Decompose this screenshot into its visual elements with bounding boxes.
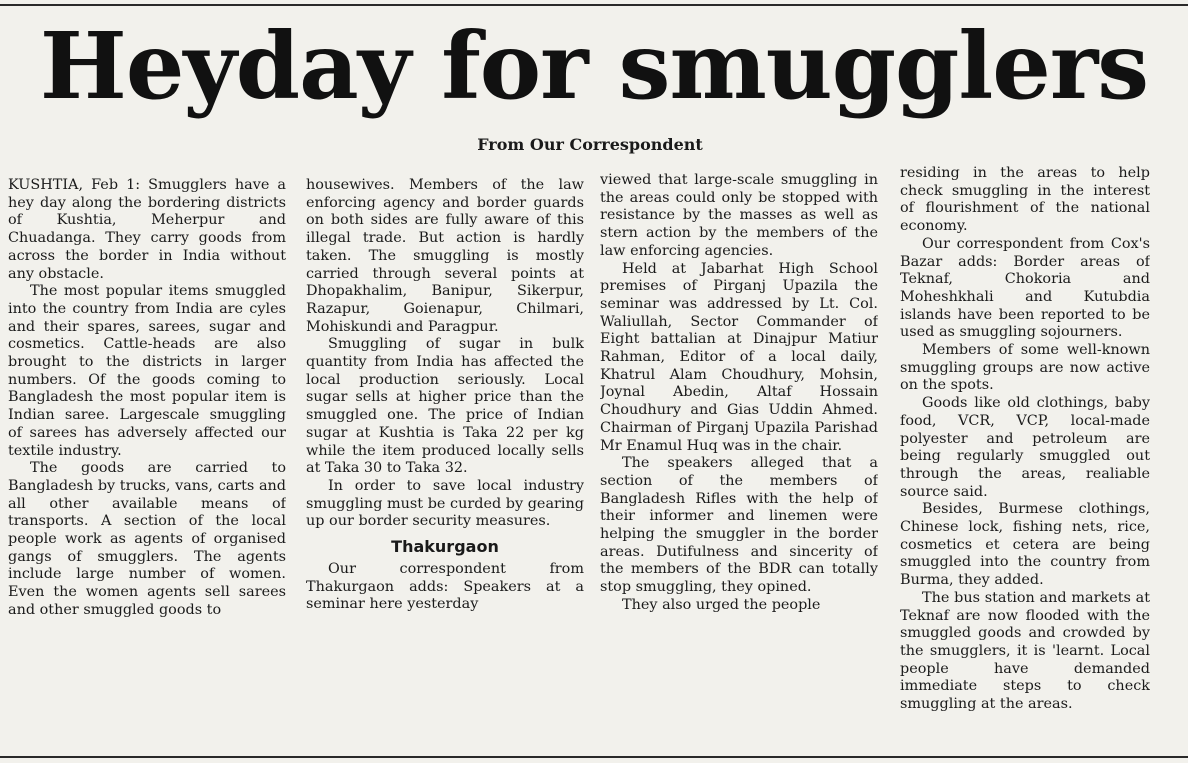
paragraph: viewed that large-scale smuggling in the areas could only be stopped with resistance by the masses as well as stern action by the members of the law enforcing agencies. <box>600 172 878 259</box>
subhead-thakurgaon: Thakurgaon <box>391 537 499 557</box>
paragraph: Our correspondent from Thakurgaon adds: Speakers at a seminar here yesterday <box>306 561 584 613</box>
paragraph: They also urged the people <box>622 596 821 613</box>
paragraph: Members of some well-known smuggling groups are now active on the spots. <box>900 342 1150 394</box>
paragraph: The most popular items smuggled into the country from India are cyles and their spares, sarees, sugar and cosmetics. Cattle-heads are also brought to the districts in larger numbers. Of the goods coming to Bangladesh the most popular item is Indian saree. Largescale smuggling of sarees has adversely affected our textile industry. <box>8 283 286 459</box>
paragraph: KUSHTIA, Feb 1: Smugglers have a hey day along the bordering districts of Kushtia, Meherpur and Chuadanga. They carry goods from across the border in India without any obstacle. <box>8 177 286 282</box>
column-3 <box>600 172 878 752</box>
paragraph: Our correspondent from Cox's Bazar adds: Border areas of Teknaf, Chokoria and Moheshkhali and Kutubdia islands have been reported to be used as smuggling sojourners. <box>900 235 1150 341</box>
bottom-rule <box>0 756 1188 758</box>
paragraph: The bus station and markets at Teknaf are now flooded with the smuggled goods and crowded by the smugglers, it is 'learnt. Local people have demanded immediate steps to check smuggling at the areas. <box>900 589 1150 713</box>
top-rule <box>0 4 1188 6</box>
paragraph: housewives. Members of the law enforcing agency and border guards on both sides are fully aware of this illegal trade. But action is hardly taken. The smuggling is mostly carried through several points at Dhopakhalim, Banipur, Sikerpur, Razapur, Goienapur, Chilmari, Mohiskundi and Paragpur. <box>306 177 584 335</box>
paragraph: Besides, Burmese clothings, Chinese lock, fishing nets, rice, cosmetics et cetera are being smuggled into the country from Burma, they added. <box>900 501 1150 589</box>
paragraph: Held at Jabarhat High School premises of Pirganj Upazila the seminar was addressed by Lt. Col. Waliullah, Sector Commander of Eight battalian at Dinajpur Matiur Rahman, Editor of a local daily, Khatrul Alam Choudhury, Mohsin, Joynal Abedin, Altaf Hossain Choudhury and Gias Uddin Ahmed. Chairman of Pirganj Upazila Parishad Mr Enamul Huq was in the chair. <box>600 260 878 454</box>
column-2 <box>306 177 584 757</box>
paragraph: The speakers alleged that a section of the members of Bangladesh Rifles with the help of their informer and linemen were helping the smuggler in the border areas. Dutifulness and sincerity of the members of the BDR can totally stop smuggling, they opined. <box>600 455 878 596</box>
byline: From Our Correspondent <box>477 135 703 154</box>
paragraph: The goods are carried to Bangladesh by trucks, vans, carts and all other available means of transports. A section of the local people work as agents of organised gangs of smugglers. The agents include large number of women. Even the women agents sell sarees and other smuggled goods to <box>8 460 286 618</box>
paragraph: residing in the areas to help check smuggling in the interest of flourishment of the national economy. <box>900 165 1150 235</box>
headline: Heyday for smugglers <box>39 12 1149 120</box>
paragraph: Goods like old clothings, baby food, VCR, VCP, local-made polyester and petroleum are being regularly smuggled out through the areas, realiable source said. <box>900 395 1150 500</box>
paragraph: Smuggling of sugar in bulk quantity from India has affected the local production seriously. Local sugar sells at higher price than the smuggled one. The price of Indian sugar at Kushtia is Taka 22 per kg while the item produced locally sells at Taka 30 to Taka 32. <box>306 336 584 477</box>
paragraph: In order to save local industry smuggling must be curded by gearing up our border security measures. <box>306 477 584 530</box>
column-1 <box>8 177 286 757</box>
column-4 <box>900 165 1150 745</box>
